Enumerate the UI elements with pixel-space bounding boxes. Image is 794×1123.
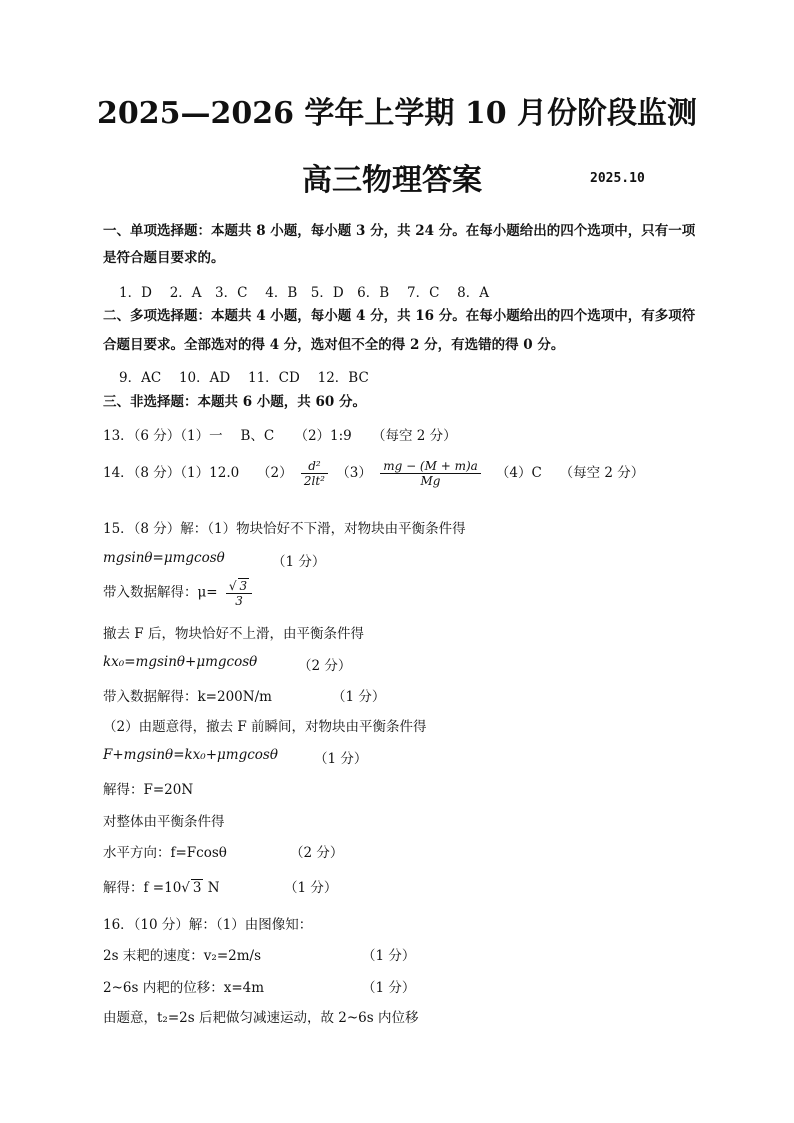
q15-line4: 撤去 F 后，物块恰好不上滑，由平衡条件得 — [103, 626, 364, 642]
page-subtitle: 高三物理答案 — [302, 163, 482, 198]
q14-answer — [103, 459, 644, 488]
q15-line8-score: （1 分） — [314, 751, 368, 767]
q15-line3 — [103, 578, 256, 608]
section1-heading-cont: 是符合题目要求的。 — [103, 250, 225, 266]
section2-answers: 9．AC 10．AD 11．CD 12．BC — [119, 370, 369, 386]
q15-line12-score: （1 分） — [284, 880, 338, 896]
section2-heading: 二、多项选择题：本题共 4 小题，每小题 4 分，共 16 分。在每小题给出的四个选项中，有多项符 — [103, 308, 696, 324]
q16-line2: 2s 末耙的速度：v₂=2m/s — [103, 948, 262, 964]
q16-line1: 16．（10 分）解：（1）由图像知： — [103, 917, 313, 933]
q14-frac2-num: mg − (M + m)a — [380, 459, 481, 474]
q15-line5-score: （2 分） — [298, 658, 352, 674]
q16-line3: 2~6s 内耙的位移：x=4m — [103, 980, 265, 996]
q15-line12-unit: N — [203, 880, 220, 896]
q15-line7: （2）由题意得，撤去 F 前瞬间，对物块由平衡条件得 — [103, 719, 427, 735]
q15-line12-sqrt: 3 — [192, 880, 202, 896]
q15-line5: kx₀=mgsinθ+μmgcosθ — [103, 654, 258, 670]
section2-heading-cont: 合题目要求。全部选对的得 4 分，选对但不全的得 2 分，有选错的得 0 分。 — [103, 337, 565, 353]
q16-line3-score: （1 分） — [362, 980, 416, 996]
section1-answers: 1．D 2．A 3．C 4．B 5．D 6．B 7．C 8．A — [119, 285, 490, 301]
q13-answer: 13．（6 分）（1）一 B、C （2）1:9 （每空 2 分） — [103, 428, 457, 444]
q15-line1: 15．（8 分）解：（1）物块恰好不下滑，对物块由平衡条件得 — [103, 521, 466, 537]
q15-mu-fraction — [226, 578, 252, 608]
q14-frac2-den: Mg — [420, 474, 441, 488]
section3-heading: 三、非选择题：本题共 6 小题，共 60 分。 — [103, 394, 366, 410]
q15-line2-score: （1 分） — [272, 554, 326, 570]
exam-date: 2025.10 — [590, 171, 645, 186]
q14-fraction-2 — [301, 459, 328, 488]
q14-frac1-den: 2lt² — [303, 474, 325, 488]
exam-title: 2025—2026 学年上学期 10 月份阶段监测 — [96, 96, 698, 131]
q15-line12-text: 解得：f =10 — [103, 880, 182, 896]
q15-line8: F+mgsinθ=kx₀+μmgcosθ — [103, 747, 278, 763]
q15-line9: 解得：F=20N — [103, 782, 194, 798]
q15-mu-sqrt: 3 — [239, 579, 248, 593]
q14-frac1-num: d² — [301, 459, 328, 474]
q15-line2: mgsinθ=μmgcosθ — [103, 550, 225, 566]
q15-line12: 解得：f =10√ 3 N — [103, 880, 220, 896]
q15-mu-den: 3 — [235, 594, 243, 608]
q14-suffix: （4）C （每空 2 分） — [489, 465, 645, 481]
q14-prefix: 14．（8 分）（1）12.0 （2） — [103, 465, 293, 481]
q14-fraction-3 — [380, 459, 481, 488]
q15-line3-text: 带入数据解得：μ= — [103, 584, 218, 601]
q16-line4: 由题意，t₂=2s 后耙做匀减速运动，故 2~6s 内位移 — [103, 1010, 419, 1026]
q15-line11-score: （2 分） — [290, 845, 344, 861]
q15-line10: 对整体由平衡条件得 — [103, 814, 225, 830]
q15-line6-score: （1 分） — [332, 689, 386, 705]
q14-mid: （3） — [336, 465, 372, 481]
q15-line6: 带入数据解得：k=200N/m — [103, 689, 272, 705]
section1-heading: 一、单项选择题：本题共 8 小题，每小题 3 分，共 24 分。在每小题给出的四个选项中，只有一项 — [103, 223, 696, 239]
q15-line11: 水平方向：f=Fcosθ — [103, 845, 227, 861]
q15-mu-num: √ 3 — [226, 578, 252, 594]
q16-line2-score: （1 分） — [362, 948, 416, 964]
